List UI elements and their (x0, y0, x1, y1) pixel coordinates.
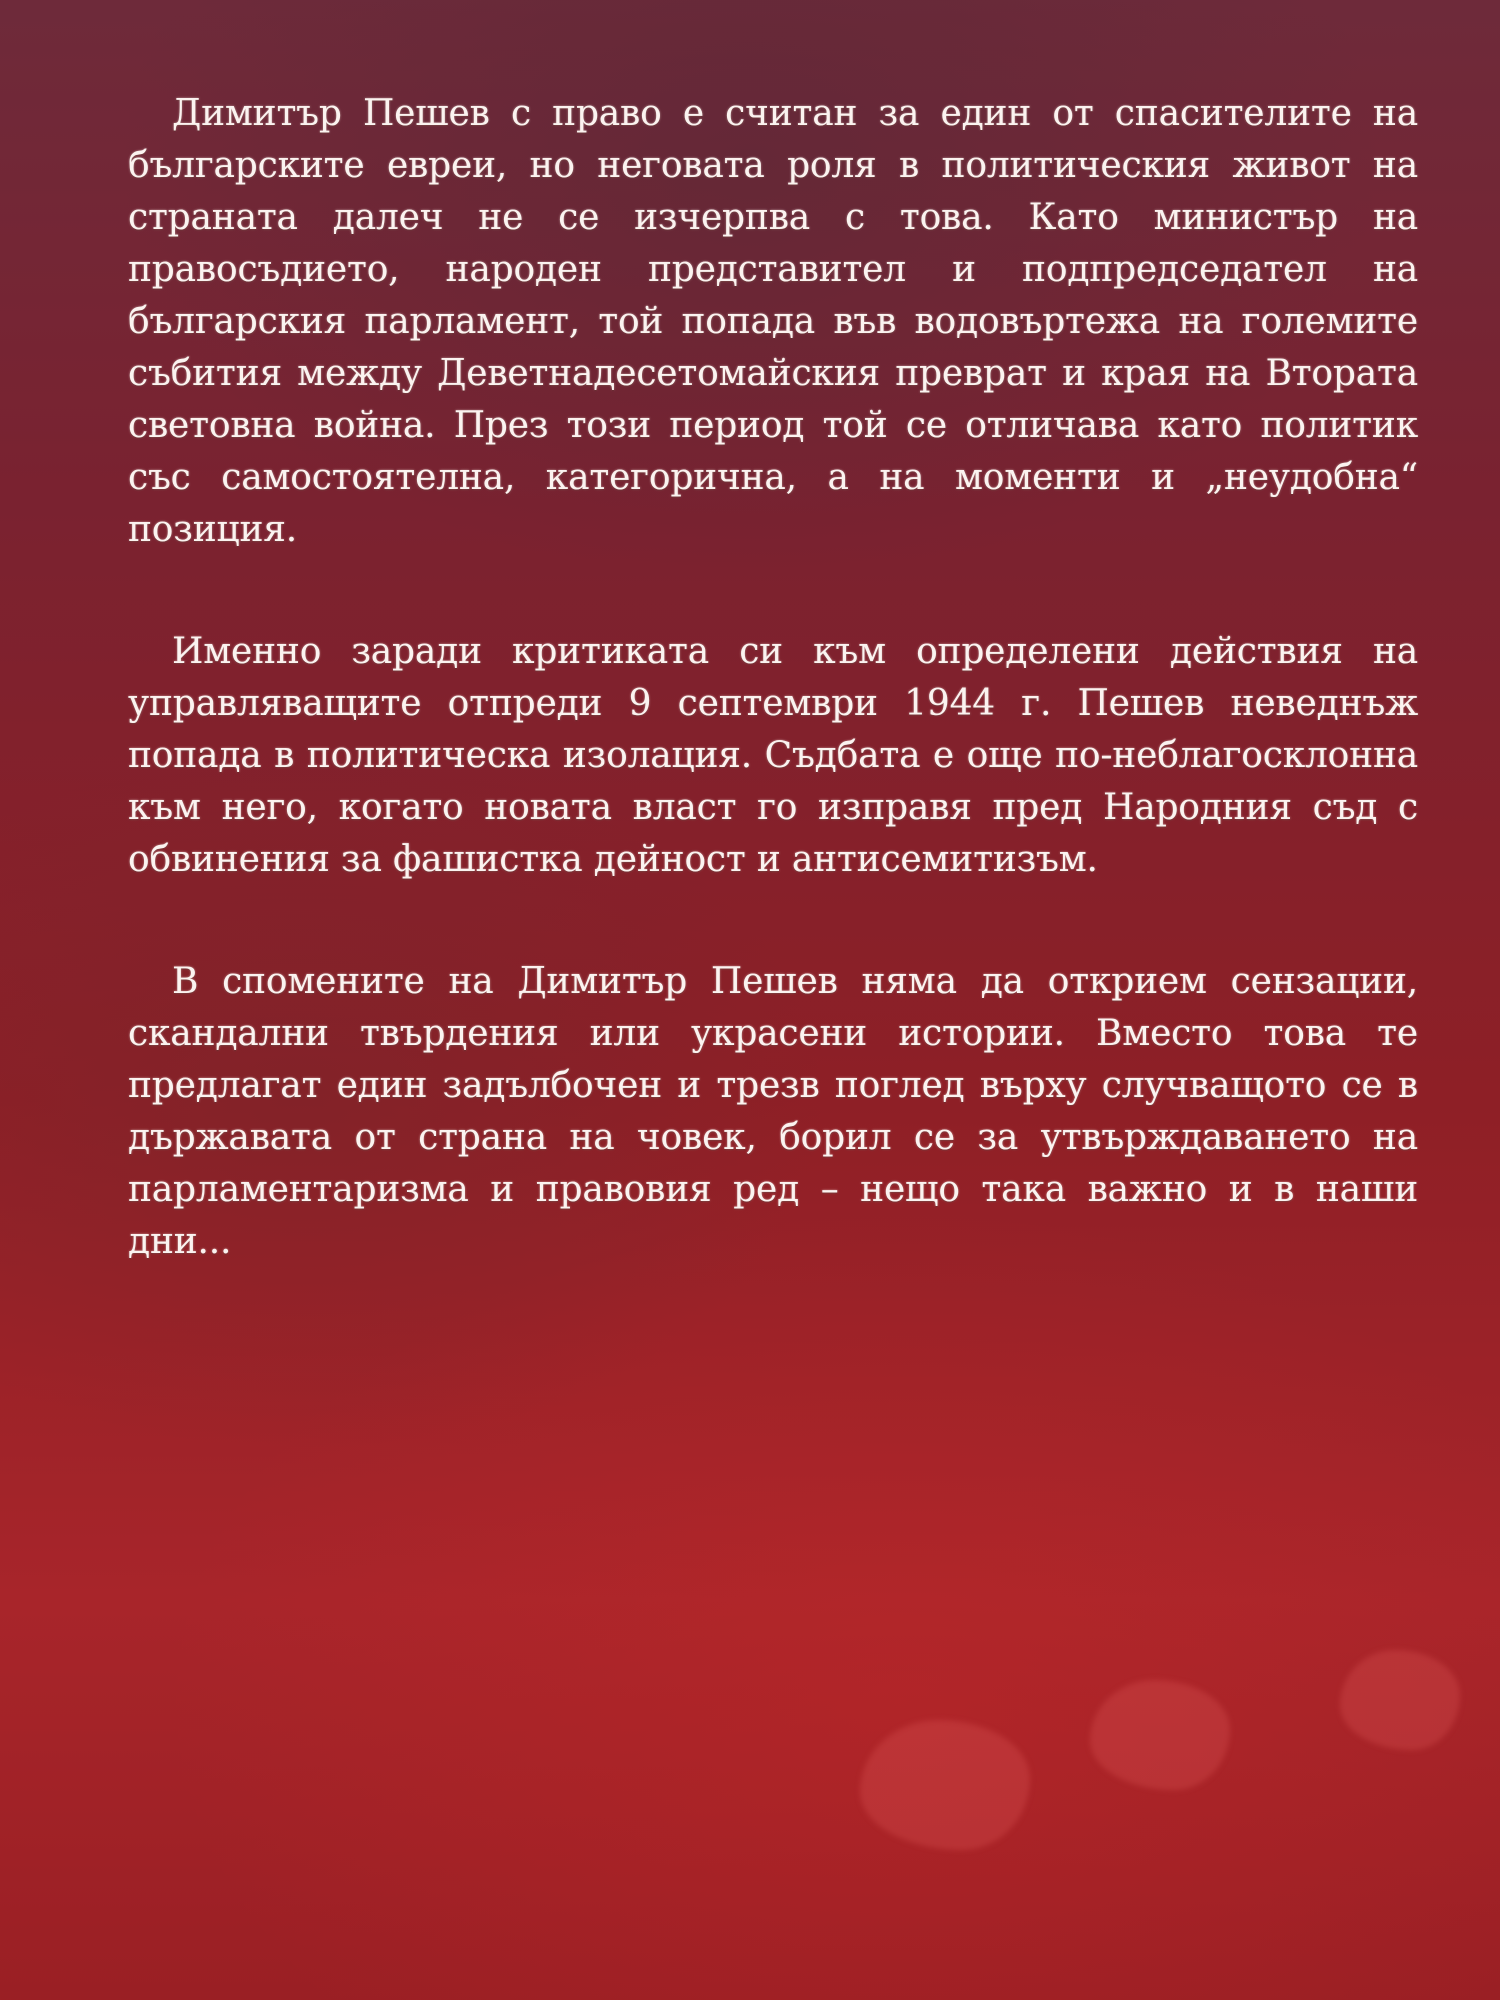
paragraph-memoirs: В спомените на Димитър Пешев няма да открием сензации, скандални твърдения или украсени истории. Вместо това те предлагат един задълбочен и трезв поглед върху случващото се в държавата от страна на човек, борил се за утвърждаването на парламентаризма и правовия ред – нещо така важно и в наши дни... (128, 961, 1418, 1262)
paragraph-intro: Димитър Пешев с право е считан за един от спасителите на българските евреи, но неговата роля в политическия живот на страната далеч не се изчерпва с това. Като министър на правосъдието, народен представител и подпредседател на българския парламент, той попада във водовъртежа на големите събития между Деветнадесетомайския преврат и края на Втората световна война. През този период той се отличава като политик със самостоятелна, категорична, а на моменти и „неудобна“ позиция. (128, 93, 1418, 550)
paragraph-isolation: Именно заради критиката си към определени действия на управляващите отпреди 9 септември 1944 г. Пешев неведнъж попада в политическа изолация. Съдбата е още по-неблагосклонна към него, когато новата власт го изправя пред Народния съд с обвинения за фашистка дейност и антисемитизъм. (128, 631, 1418, 880)
background-stain (860, 1720, 1030, 1850)
background-stain (1090, 1680, 1230, 1790)
back-cover-text (128, 88, 1418, 1338)
background-stain (1340, 1650, 1460, 1750)
